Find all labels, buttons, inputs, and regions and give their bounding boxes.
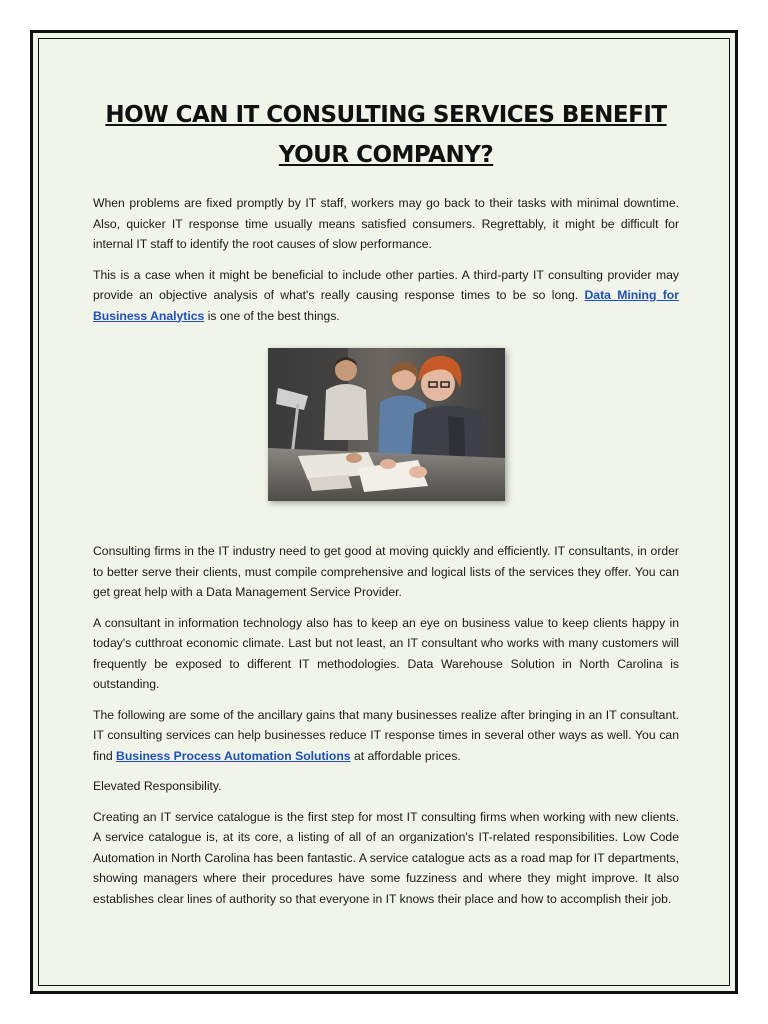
page-outer-border <box>30 30 738 994</box>
paragraph-1: When problems are fixed promptly by IT staff, workers may go back to their tasks with minimal downtime. Also, quicker IT response time usually means satisfied consumers. Regrettably, it might be difficult for internal IT staff to identify the root causes of slow performance. <box>93 196 679 251</box>
paragraph-5-text-end: at affordable prices. <box>350 748 461 763</box>
team-photo <box>268 348 505 501</box>
photo-container <box>93 348 679 503</box>
paragraph-6: Elevated Responsibility. <box>93 779 222 793</box>
paragraph-5-text-start: The following are some of the ancillary gains that many businesses realize after bringing in an IT consultant. IT consulting services can help businesses reduce IT response times in several other ways as well. You can find <box>93 707 679 763</box>
data-mining-link[interactable]: Data Mining for Business Analytics <box>93 288 679 323</box>
business-process-automation-link[interactable]: Business Process Automation Solutions <box>116 748 351 763</box>
paragraph-2 <box>93 265 679 327</box>
paragraph-7: Creating an IT service catalogue is the first step for most IT consulting firms when working with new clients. A service catalogue is, at its core, a listing of all of an organization's IT-related responsibilities. Low Code Automation in North Carolina has been fantastic. A service catalogue acts as a road map for IT departments, showing managers where their procedures have some fuzziness and where they might improve. It also establishes clear lines of authority so that everyone in IT knows their place and how to accomplish their job. <box>93 809 679 906</box>
paragraph-3: Consulting firms in the IT industry need to get good at moving quickly and efficiently. IT consultants, in order to better serve their clients, must compile comprehensive and logical lists of the services they offer. You can get great help with a Data Management Service Provider. <box>93 544 679 599</box>
article <box>93 95 679 919</box>
team-photo-image <box>268 348 505 501</box>
paragraph-5 <box>93 705 679 767</box>
article-title: HOW CAN IT CONSULTING SERVICES BENEFIT YOUR COMPANY? <box>105 102 667 168</box>
paragraph-4: A consultant in information technology also has to keep an eye on business value to keep clients happy in today's cutthroat economic climate. Last but not least, an IT consultant who works with many customers will frequently be exposed to different IT methodologies. Data Warehouse Solution in North Carolina is outstanding. <box>93 615 679 691</box>
paragraph-2-text-end: is one of the best things. <box>204 308 340 323</box>
paragraph-2-text-start: This is a case when it might be beneficial to include other parties. A third-party IT consulting provider may provide an objective analysis of what's really causing response times to be so long. <box>93 267 679 302</box>
